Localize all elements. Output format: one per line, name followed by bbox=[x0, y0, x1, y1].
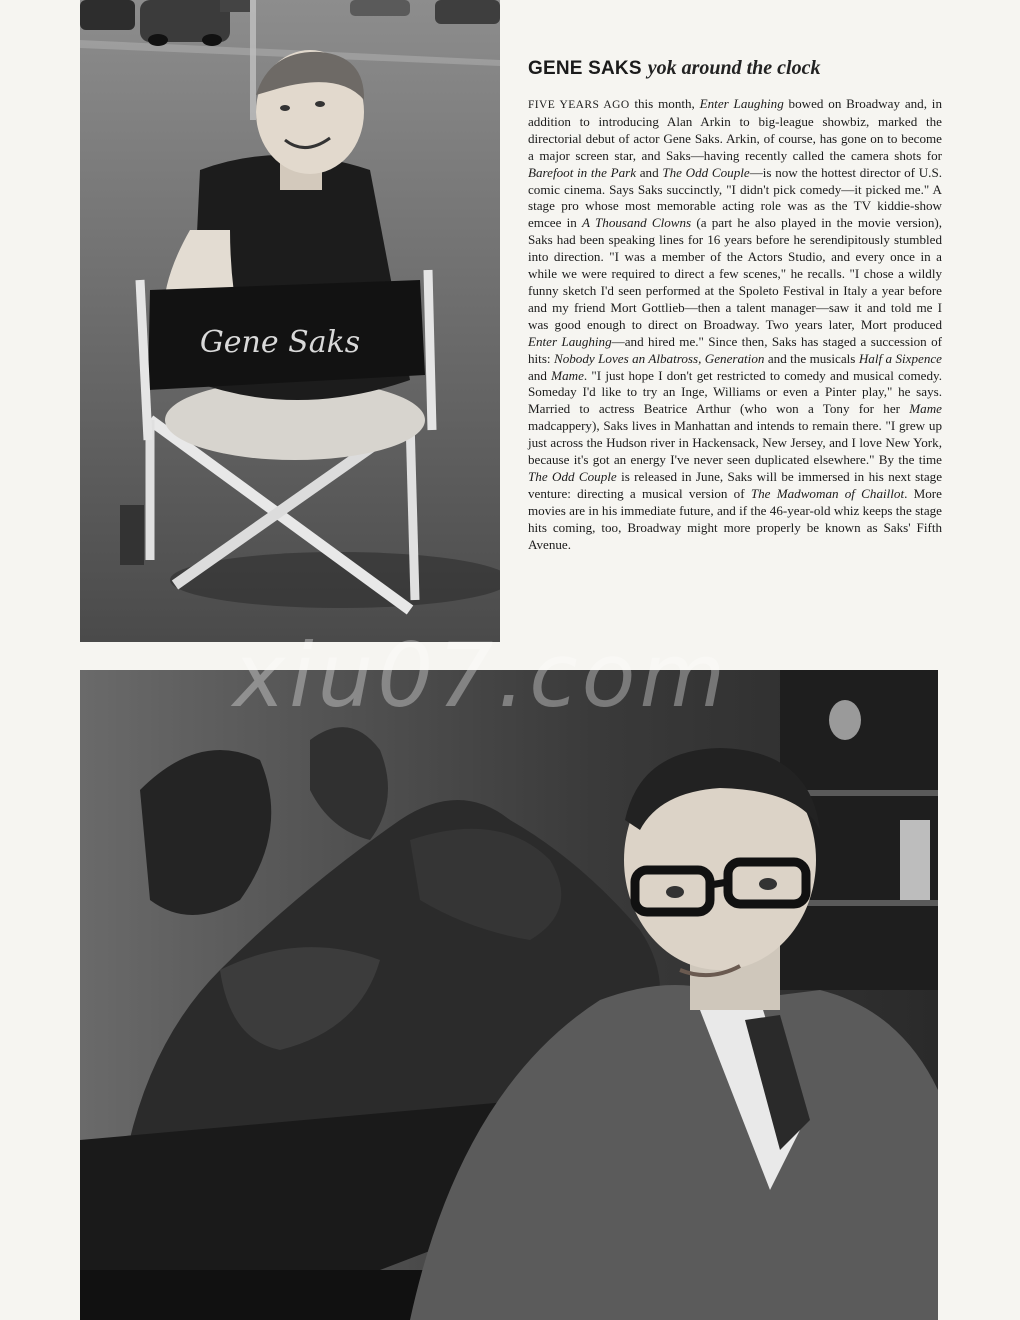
article-body-run: is released in June, Saks will be immersed in his next stage venture: directing a musical version of bbox=[528, 468, 942, 501]
article-body-run: and the musicals bbox=[764, 350, 859, 366]
article-body-run: and bbox=[636, 164, 663, 180]
headline-tagline: yok around the clock bbox=[647, 57, 821, 79]
article-body-run: bowed on Broadway and, in addition to introducing Alan Arkin to big-league showbiz, marked the directorial debut of actor Gene Saks. Arkin, of course, has gone on to become a major screen star, and Saks—having recently called the camera shots for bbox=[528, 96, 942, 163]
headline-name: GENE SAKS bbox=[528, 58, 642, 79]
article-body-run: Barefoot in the Park bbox=[528, 164, 637, 180]
chair-lettering: Gene Saks bbox=[199, 325, 361, 360]
article-body-run: . "I just hope I don't get restricted to comedy and musical comedy. Someday I'd like to try an Inge, Williams or even a Pinter play," he says. Married to actress Beatrice Arthur (who won a Tony for her bbox=[528, 367, 942, 417]
article-body-run: —and hired me." Since then, Saks has staged a succession of hits: bbox=[528, 333, 942, 366]
director-chair-photo-illustration bbox=[80, 0, 500, 642]
article-body-run: Half a Sixpence bbox=[858, 350, 942, 366]
article-body-run: this month, bbox=[629, 96, 700, 111]
article-body-run: (a part he also played in the movie version), Saks had been speaking lines for 16 years before he serendipitously stumbled into direction. "I was a member of the Actors Studio, and every once in a while we were required to direct a few scenes," he recalls. "I chose a wildly funny sketch I'd seen performed at the Spoleto Festival in Italy a year before and my friend Mort Gottlieb—then a talent manager—saw it and told me I was good enough to direct on Broadway. Two years later, Mort produced bbox=[528, 215, 942, 332]
article-body-run: . More movies are in his immediate future, and if the 46-year-old whiz keeps the stage hits coming, too, Broadway might more properly be known as Saks' Fifth Avenue. bbox=[528, 485, 942, 552]
watermark: xiu07.com bbox=[233, 624, 730, 727]
article-body-run: Enter Laughing bbox=[699, 96, 784, 111]
article-body-run: —is now the hottest director of U.S. comic cinema. Says Saks succinctly, "I didn't pick comedy—it picked me." A stage pro whose most memorable acting role was as the TV kiddie-show emcee in bbox=[528, 164, 943, 231]
article-body-run: The Odd Couple bbox=[528, 468, 617, 484]
article-body bbox=[528, 96, 942, 553]
article-body-run: A Thousand Clowns bbox=[582, 215, 692, 231]
article-body-run: Nobody Loves an Albatross, Generation bbox=[553, 350, 765, 366]
sculpture-portrait-photo-illustration bbox=[80, 670, 938, 1320]
photo-director-chair bbox=[80, 0, 500, 642]
article-body-run: Mame bbox=[551, 367, 584, 383]
article-body-run: The Odd Couple bbox=[662, 164, 750, 180]
article-body-run: Enter Laughing bbox=[528, 333, 612, 349]
article-body-run: The Madwoman of Chaillot bbox=[750, 485, 905, 501]
article-body-run: Mame bbox=[909, 401, 942, 417]
article bbox=[528, 50, 942, 553]
headline bbox=[528, 50, 942, 82]
article-body-run: and bbox=[528, 367, 552, 383]
article-body-run: madcappery), Saks lives in Manhattan and intends to remain there. "I grew up just across the Hudson river in Hackensack, New Jersey, and I love New York, because it's got an energy I've never seen duplicated elsewhere." By the time bbox=[528, 418, 942, 468]
photo-sculpture-portrait bbox=[80, 670, 938, 1320]
article-body-run: FIVE YEARS AGO bbox=[528, 99, 630, 111]
